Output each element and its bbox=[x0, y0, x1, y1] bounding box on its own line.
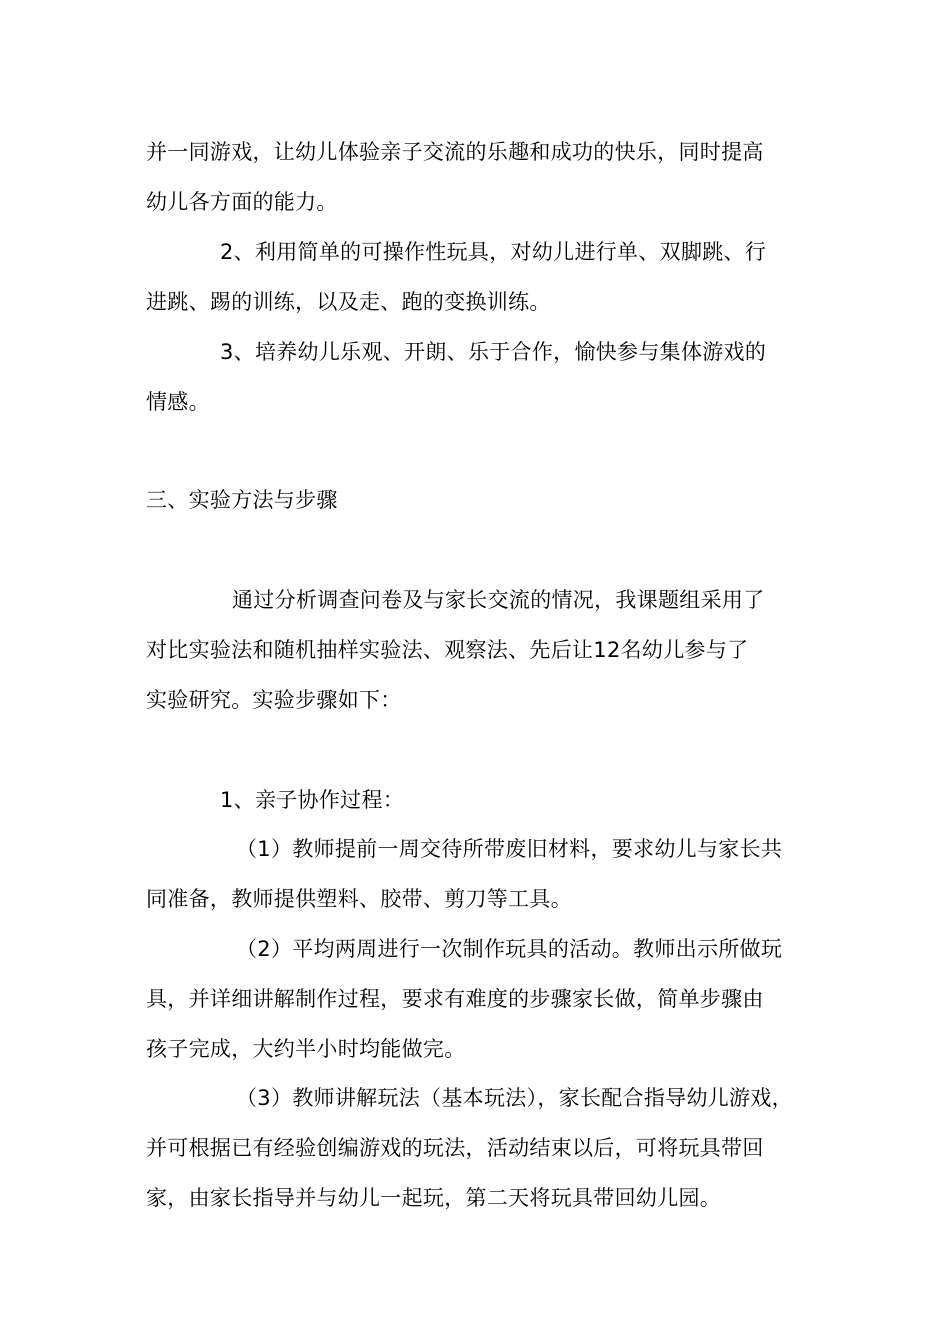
paragraph-line: 幼儿各方面的能力。 bbox=[146, 190, 338, 214]
paragraph-line: 进跳、踢的训练，以及走、跑的变换训练。 bbox=[146, 290, 551, 314]
paragraph-line: 实验研究。实验步骤如下： bbox=[146, 688, 402, 712]
step-item-3: （3）教师讲解玩法（基本玩法），家长配合指导幼儿游戏， bbox=[236, 1086, 793, 1110]
step-item-1: （1）教师提前一周交待所带废旧材料，要求幼儿与家长共 bbox=[236, 837, 783, 861]
paragraph-line: 孩子完成，大约半小时均能做完。 bbox=[146, 1037, 466, 1061]
subsection-heading: 1、亲子协作过程： bbox=[220, 788, 405, 812]
paragraph-line: 并一同游戏，让幼儿体验亲子交流的乐趣和成功的快乐，同时提高 bbox=[146, 140, 764, 164]
paragraph-line: 家，由家长指导并与幼儿一起玩，第二天将玩具带回幼儿园。 bbox=[146, 1186, 722, 1210]
list-item-3: 3、培养幼儿乐观、开朗、乐于合作，愉快参与集体游戏的 bbox=[220, 340, 767, 364]
paragraph-line: 通过分析调查问卷及与家长交流的情况，我课题组采用了 bbox=[232, 588, 765, 612]
section-heading: 三、实验方法与步骤 bbox=[146, 488, 338, 512]
paragraph-line: 同准备，教师提供塑料、胶带、剪刀等工具。 bbox=[146, 887, 572, 911]
step-item-2: （2）平均两周进行一次制作玩具的活动。教师出示所做玩 bbox=[236, 937, 783, 961]
paragraph-line: 并可根据已有经验创编游戏的玩法，活动结束以后，可将玩具带回 bbox=[146, 1136, 764, 1160]
paragraph-line: 具，并详细讲解制作过程，要求有难度的步骤家长做，简单步骤由 bbox=[146, 987, 764, 1011]
list-item-2: 2、利用简单的可操作性玩具，对幼儿进行单、双脚跳、行 bbox=[220, 240, 767, 264]
paragraph-line: 对比实验法和随机抽样实验法、观察法、先后让12名幼儿参与了 bbox=[146, 638, 749, 662]
paragraph-line: 情感。 bbox=[146, 390, 210, 414]
